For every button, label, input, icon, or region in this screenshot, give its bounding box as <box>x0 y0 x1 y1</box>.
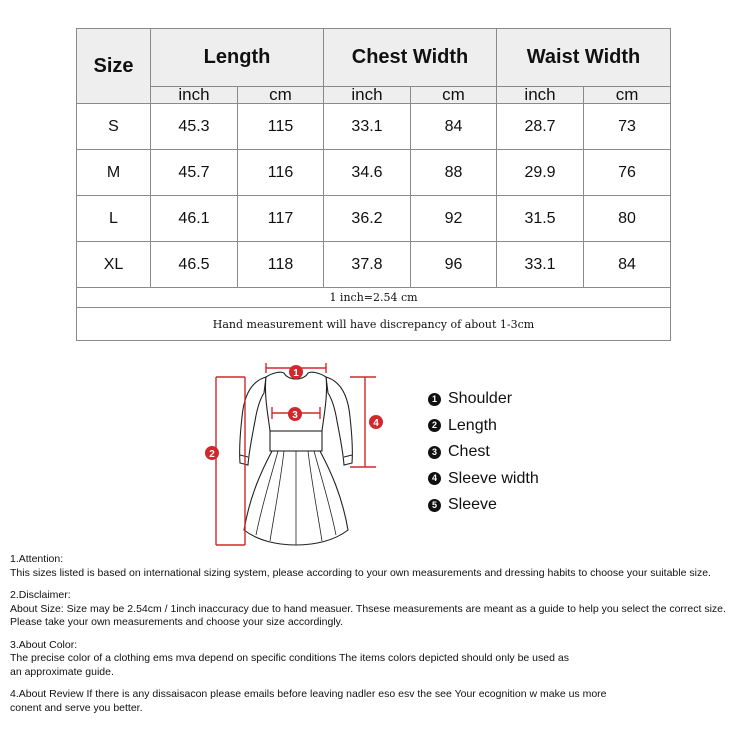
marker-3 <box>288 407 302 421</box>
svg-text:1: 1 <box>293 368 299 379</box>
discrepancy-note: Hand measurement will have discrepancy of about 1-3cm <box>77 308 671 341</box>
table-row <box>77 242 671 288</box>
table-cell: 118 <box>238 242 324 288</box>
dress-measurement-diagram <box>200 355 395 550</box>
waistband <box>270 431 322 451</box>
size-cell: M <box>77 150 151 196</box>
note-text: 4.About Review If there is any dissaisacon please emails before leaving nadler eso esv the see Your ecognition w make us more <box>10 688 607 700</box>
bodice <box>265 372 326 431</box>
marker-4 <box>369 415 383 429</box>
size-cell: XL <box>77 242 151 288</box>
table-cell: 80 <box>584 196 671 242</box>
svg-text:3: 3 <box>292 410 298 421</box>
legend-label: Chest <box>448 443 490 461</box>
size-cell: L <box>77 196 151 242</box>
table-cell: 116 <box>238 150 324 196</box>
conversion-note-row <box>77 288 671 308</box>
table-cell: 92 <box>411 196 497 242</box>
unit-cell: cm <box>411 87 497 104</box>
legend-number: 5 <box>428 499 441 512</box>
header-row <box>77 29 671 87</box>
note-text: Please take your own measurements and choose your size accordingly. <box>10 616 344 628</box>
note-text: The precise color of a clothing ems mva depend on specific conditions The items colors depicted should only be used as <box>10 652 569 664</box>
legend-number: 4 <box>428 472 441 485</box>
table-cell: 46.1 <box>151 196 238 242</box>
table-cell: 45.7 <box>151 150 238 196</box>
attention-note <box>10 553 748 580</box>
header-chest-width: Chest Width <box>324 29 497 87</box>
size-chart-table <box>76 28 671 341</box>
notes-section <box>10 553 748 724</box>
table-cell: 84 <box>584 242 671 288</box>
note-heading: 2.Disclaimer: <box>10 589 71 601</box>
legend-number: 1 <box>428 393 441 406</box>
conversion-note: 1 inch=2.54 cm <box>77 288 671 308</box>
header-length: Length <box>151 29 324 87</box>
table-cell: 46.5 <box>151 242 238 288</box>
table-row <box>77 150 671 196</box>
legend-item <box>428 492 539 519</box>
table-cell: 28.7 <box>497 104 584 150</box>
note-text: conent and serve you better. <box>10 701 143 714</box>
unit-cell: cm <box>584 87 671 104</box>
discrepancy-note-row <box>77 308 671 341</box>
disclaimer-note <box>10 589 748 630</box>
legend-item <box>428 386 539 413</box>
unit-cell: inch <box>324 87 411 104</box>
table-cell: 37.8 <box>324 242 411 288</box>
table-cell: 33.1 <box>324 104 411 150</box>
note-text: an approximate guide. <box>10 665 114 678</box>
legend-item <box>428 439 539 466</box>
note-text: About Size: Size may be 2.54cm / 1inch inaccuracy due to hand measuer. Thsese measurements are meant as a guide to help you select the correct size. <box>10 602 726 615</box>
unit-cell: cm <box>238 87 324 104</box>
legend-item <box>428 413 539 440</box>
svg-text:4: 4 <box>373 418 379 429</box>
table-cell: 84 <box>411 104 497 150</box>
note-heading: 1.Attention: <box>10 553 64 565</box>
legend-number: 3 <box>428 446 441 459</box>
unit-row <box>77 87 671 104</box>
size-cell: S <box>77 104 151 150</box>
unit-cell: inch <box>151 87 238 104</box>
right-sleeve <box>326 377 352 465</box>
table-cell: 31.5 <box>497 196 584 242</box>
table-row <box>77 196 671 242</box>
table-cell: 36.2 <box>324 196 411 242</box>
color-note <box>10 639 748 680</box>
review-note <box>10 688 748 715</box>
note-heading: 3.About Color: <box>10 638 78 651</box>
marker-1 <box>289 365 303 379</box>
table-cell: 73 <box>584 104 671 150</box>
svg-text:2: 2 <box>209 449 215 460</box>
table-row <box>77 104 671 150</box>
table-cell: 96 <box>411 242 497 288</box>
table-cell: 33.1 <box>497 242 584 288</box>
left-sleeve <box>240 377 266 465</box>
header-size: Size <box>77 29 151 104</box>
legend-label: Sleeve width <box>448 469 539 487</box>
legend-label: Length <box>448 416 497 434</box>
table-cell: 34.6 <box>324 150 411 196</box>
table-cell: 88 <box>411 150 497 196</box>
legend-label: Sleeve <box>448 496 497 514</box>
table-cell: 115 <box>238 104 324 150</box>
marker-2 <box>205 446 219 460</box>
measurement-legend <box>428 386 539 519</box>
unit-cell: inch <box>497 87 584 104</box>
table-cell: 117 <box>238 196 324 242</box>
table-cell: 45.3 <box>151 104 238 150</box>
table-cell: 29.9 <box>497 150 584 196</box>
note-text: This sizes listed is based on international sizing system, please according to your own measurements and dressing habits to choose your suitable size. <box>10 566 711 579</box>
legend-item <box>428 466 539 493</box>
table-cell: 76 <box>584 150 671 196</box>
legend-number: 2 <box>428 419 441 432</box>
header-waist-width: Waist Width <box>497 29 671 87</box>
legend-label: Shoulder <box>448 390 513 408</box>
